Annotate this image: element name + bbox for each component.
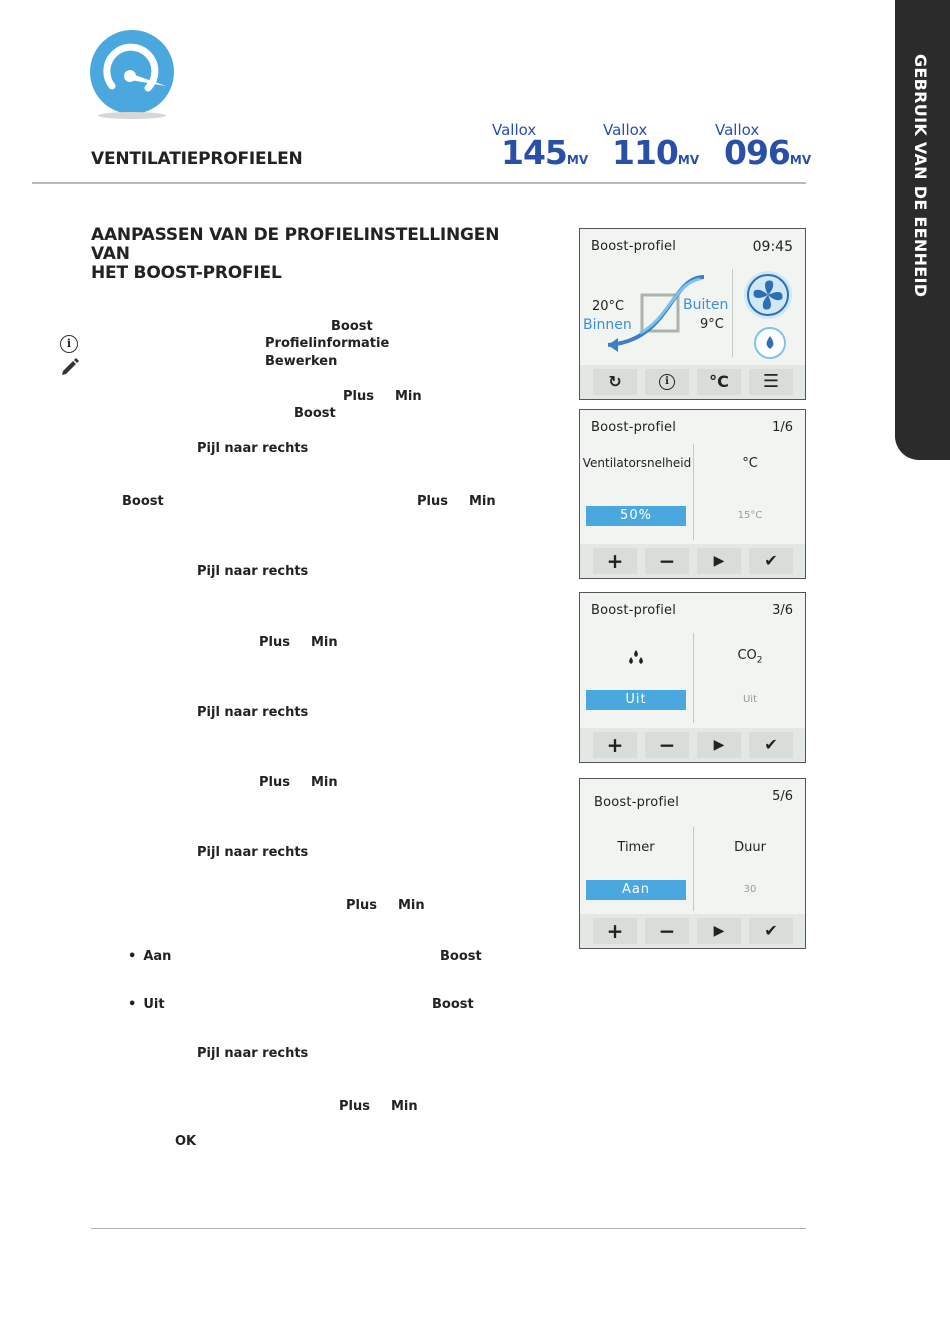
- pencil-icon: [60, 356, 80, 376]
- screen-divider: [732, 269, 733, 357]
- ok-button[interactable]: ✔: [749, 548, 793, 574]
- screen-main: [579, 228, 806, 400]
- logo-shadow: [98, 112, 166, 119]
- brand-suffix: MV: [566, 153, 589, 167]
- step-keyword: Min: [469, 494, 496, 509]
- step-keyword: Plus: [259, 775, 290, 790]
- minus-button[interactable]: −: [645, 918, 689, 944]
- duration-value: 30: [743, 884, 757, 895]
- step-keyword: Profielinformatie: [265, 336, 390, 351]
- brand-name: Vallox: [715, 121, 760, 139]
- screen-humidity-co2: [579, 592, 806, 763]
- ok-button[interactable]: ✔: [749, 918, 793, 944]
- brand-096: [715, 121, 825, 172]
- page-section-title: VENTILATIEPROFIELEN: [91, 149, 303, 169]
- duration-label: Duur: [734, 840, 766, 855]
- step-keyword: Plus: [346, 898, 377, 913]
- co2-value: Uit: [742, 694, 758, 705]
- brand-model: 110: [612, 133, 678, 172]
- outside-temp: 9°C: [700, 317, 724, 332]
- screen-title: Boost-profiel: [594, 795, 680, 810]
- screen-divider: [693, 444, 694, 540]
- brand-name: Vallox: [492, 121, 537, 139]
- section-heading-line1: AANPASSEN VAN DE PROFIELINSTELLINGEN VAN: [91, 225, 500, 264]
- step-keyword: Plus: [417, 494, 448, 509]
- screen-title: Boost-profiel: [591, 239, 677, 254]
- outside-label: Buiten: [683, 297, 729, 313]
- plus-button[interactable]: +: [593, 548, 637, 574]
- screen-page: 3/6: [772, 603, 793, 618]
- fan-speed-value[interactable]: 50%: [586, 506, 686, 526]
- screen-fan-speed: [579, 409, 806, 579]
- screen-timer: [579, 778, 806, 949]
- screen-toolbar: [580, 728, 805, 762]
- step-keyword: Pijl naar rechts: [197, 441, 309, 456]
- brand-110: [603, 121, 713, 172]
- co2-label-text: CO: [737, 648, 757, 663]
- co2-label-sub: 2: [756, 655, 763, 666]
- header-divider: [32, 182, 806, 184]
- screen-page: 5/6: [772, 789, 793, 804]
- humidity-value[interactable]: Uit: [586, 690, 686, 710]
- co2-label: [700, 648, 800, 666]
- step-keyword: Min: [391, 1099, 418, 1114]
- step-keyword: Min: [398, 898, 425, 913]
- step-keyword: Boost: [432, 997, 474, 1012]
- section-heading-line2: HET BOOST-PROFIEL: [91, 263, 282, 283]
- gauge-icon-graphic: [90, 30, 174, 114]
- step-keyword: Pijl naar rechts: [197, 564, 309, 579]
- brand-suffix: MV: [789, 153, 812, 167]
- timer-label: Timer: [617, 840, 655, 855]
- screen-time: 09:45: [752, 239, 793, 255]
- screen-divider: [693, 827, 694, 911]
- screen-title: Boost-profiel: [591, 420, 677, 435]
- step-keyword: Boost: [331, 319, 373, 334]
- gauge-icon: [90, 30, 174, 114]
- ok-button[interactable]: ✔: [749, 732, 793, 758]
- minus-button[interactable]: −: [645, 732, 689, 758]
- droplets-icon: [626, 649, 646, 667]
- brand-suffix: MV: [677, 153, 700, 167]
- step-keyword: Min: [311, 635, 338, 650]
- next-button[interactable]: ▶: [697, 732, 741, 758]
- info-icon: i: [60, 335, 78, 353]
- temp-value: 15°C: [737, 510, 763, 521]
- screen-divider: [693, 633, 694, 723]
- step-keyword: Min: [311, 775, 338, 790]
- inside-temp: 20°C: [592, 299, 625, 314]
- next-button[interactable]: ▶: [697, 548, 741, 574]
- bullet-keyword: • Uit: [128, 997, 165, 1012]
- brand-model: 096: [724, 133, 790, 172]
- minus-button[interactable]: −: [645, 548, 689, 574]
- brand-name: Vallox: [603, 121, 648, 139]
- step-keyword: Plus: [339, 1099, 370, 1114]
- screen-toolbar: [580, 365, 805, 399]
- brand-145: [492, 121, 602, 172]
- info-icon: i: [659, 374, 675, 390]
- plus-button[interactable]: +: [593, 732, 637, 758]
- step-keyword: OK: [175, 1134, 197, 1149]
- step-keyword: Pijl naar rechts: [197, 705, 309, 720]
- next-button[interactable]: ▶: [697, 918, 741, 944]
- screen-page: 1/6: [772, 420, 793, 435]
- step-keyword: Boost: [440, 949, 482, 964]
- inside-label: Binnen: [583, 317, 632, 333]
- fan-icon[interactable]: [744, 271, 792, 319]
- step-keyword: Boost: [122, 494, 164, 509]
- step-keyword: Bewerken: [265, 354, 338, 369]
- temp-label: °C: [742, 456, 758, 471]
- menu-icon[interactable]: ☰: [749, 369, 793, 395]
- step-keyword: Min: [395, 389, 422, 404]
- plus-button[interactable]: +: [593, 918, 637, 944]
- screen-toolbar: [580, 914, 805, 948]
- step-keyword: Pijl naar rechts: [197, 845, 309, 860]
- step-keyword: Pijl naar rechts: [197, 1046, 309, 1061]
- humidity-icon[interactable]: [754, 327, 786, 359]
- step-keyword: Plus: [259, 635, 290, 650]
- step-keyword: Plus: [343, 389, 374, 404]
- fan-speed-label: Ventilatorsnelheid: [582, 456, 692, 470]
- side-tab-label: GEBRUIK VAN DE EENHEID: [911, 54, 930, 298]
- brand-model: 145: [501, 133, 567, 172]
- info-button[interactable]: [645, 369, 689, 395]
- step-keyword: Boost: [294, 406, 336, 421]
- temperature-button[interactable]: °C: [697, 369, 741, 395]
- screen-title: Boost-profiel: [591, 603, 677, 618]
- timer-value[interactable]: Aan: [586, 880, 686, 900]
- bullet-keyword: • Aan: [128, 949, 171, 964]
- footer-divider: [91, 1228, 806, 1229]
- section-heading: [91, 226, 541, 283]
- screen-toolbar: [580, 544, 805, 578]
- refresh-icon[interactable]: ↻: [593, 369, 637, 395]
